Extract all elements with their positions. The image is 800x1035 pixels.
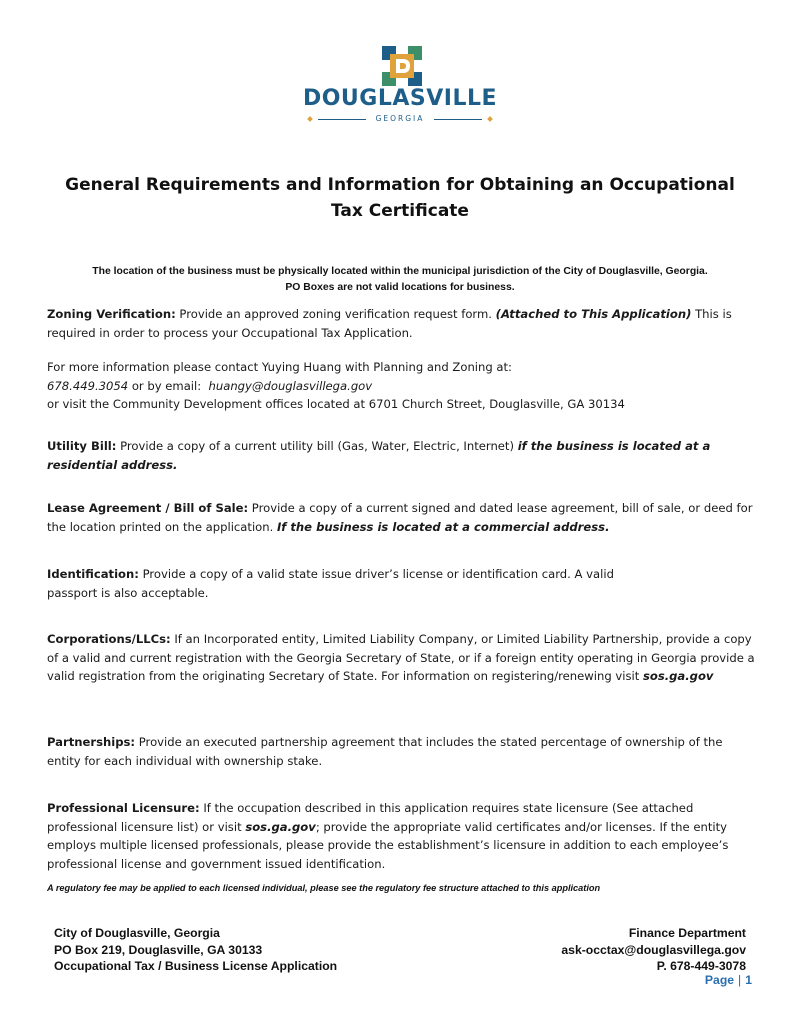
page-number-value: 1	[745, 973, 752, 987]
identification-text-1: Provide a copy of a valid state issue driver’s license or identification card. A valid	[138, 567, 614, 581]
page-label: Page	[704, 973, 735, 987]
footer-application-name: Occupational Tax / Business License Application	[54, 959, 338, 973]
logo-subtitle	[300, 114, 500, 126]
footer-city: City of Douglasville, Georgia	[54, 926, 220, 940]
identification-line-2: passport is also acceptable.	[47, 585, 209, 600]
licensure-text-2: ; provide the appropriate valid certificates and/or licenses. If the entity employs multiple licensed professionals, please provide the establishment’s licensure in addition to each employee’s professional license and government issued identification.	[47, 819, 729, 872]
lease-agreement-section	[47, 499, 757, 536]
identification-label: Identification:	[47, 567, 139, 581]
planning-contact-section	[47, 358, 757, 414]
lease-commercial-note: If the business is located at a commercial address.	[276, 519, 610, 534]
page-separator: |	[738, 973, 742, 987]
page-title	[40, 172, 760, 224]
identification-section	[47, 565, 757, 602]
location-notice	[40, 264, 760, 296]
logo-rule	[434, 119, 482, 120]
zoning-text-1: Provide an approved zoning verification request form.	[175, 307, 496, 321]
contact-line-1: For more information please contact Yuying Huang with Planning and Zoning at:	[47, 360, 512, 374]
contact-line-3: or visit the Community Development offices located at 6701 Church Street, Douglasville, GA 30134	[47, 397, 625, 412]
partnerships-section	[47, 733, 757, 770]
contact-line-2	[47, 377, 757, 396]
city-logo	[300, 44, 500, 126]
contact-email-link[interactable]: huangy@douglasvillega.gov	[208, 378, 373, 393]
corporations-text: If an Incorporated entity, Limited Liability Company, or Limited Liability Partnership, provide a copy of a valid and current registration with the Georgia Secretary of State, or if a foreign entity operating in Georgia provide a valid registration from the originating Secretary of State. For information on registering/renewing visit	[47, 632, 755, 684]
title-line-2: Tax Certificate	[331, 201, 469, 221]
footer-address-block	[54, 925, 414, 975]
utility-label: Utility Bill:	[47, 439, 117, 453]
licensure-sos-link[interactable]: sos.ga.gov	[245, 819, 316, 834]
licensure-text-1: If the occupation described in this application requires state licensure (See attached professional licensure list) or visit	[47, 801, 694, 834]
zoning-label: Zoning Verification:	[47, 307, 176, 321]
notice-line-2: PO Boxes are not valid locations for business.	[285, 282, 515, 293]
zoning-attached-note: (Attached to This Application)	[495, 307, 692, 321]
footer-phone: P. 678-449-3078	[656, 959, 746, 973]
utility-bill-section	[47, 437, 757, 474]
identification-line-1	[47, 565, 757, 584]
page-number	[705, 973, 752, 987]
utility-residential-note: if the business is located at a residential address.	[47, 439, 711, 472]
zoning-text-2: This is required in order to process your Occupational Tax Application.	[47, 307, 732, 340]
corporations-section	[47, 630, 757, 686]
corporations-sos-link[interactable]: sos.ga.gov	[642, 669, 714, 684]
logo-wordmark: DOUGLASVILLE	[302, 86, 498, 111]
footer-email-link[interactable]: ask-occtax@douglasvillega.gov	[561, 942, 746, 957]
zoning-verification-section	[47, 305, 757, 342]
professional-licensure-section	[47, 799, 757, 874]
footer-po-box: PO Box 219, Douglasville, GA 30133	[54, 942, 263, 957]
partnerships-text: Provide an executed partnership agreement that includes the stated percentage of ownership of the entity for each individual with ownership stake.	[47, 735, 723, 768]
contact-or-email: or by email:	[128, 378, 209, 393]
footer-contact-block	[446, 925, 746, 975]
lease-label: Lease Agreement / Bill of Sale:	[47, 501, 249, 515]
lease-text: Provide a copy of a current signed and dated lease agreement, bill of sale, or deed for the location printed on the application.	[47, 501, 753, 534]
corporations-label: Corporations/LLCs:	[47, 632, 171, 646]
notice-line-1: The location of the business must be physically located within the municipal jurisdiction of the City of Douglasville, Georgia.	[92, 266, 708, 277]
licensure-label: Professional Licensure:	[47, 801, 200, 815]
logo-subtitle-text: GEORGIA	[375, 114, 425, 123]
utility-text: Provide a copy of a current utility bill (Gas, Water, Electric, Internet)	[116, 439, 518, 453]
douglasville-logo-icon	[382, 46, 422, 86]
title-line-1: General Requirements and Information for Obtaining an Occupational	[65, 175, 735, 195]
partnerships-label: Partnerships:	[47, 735, 136, 749]
contact-phone: 678.449.3054	[47, 378, 129, 393]
footer-department: Finance Department	[628, 926, 746, 940]
regulatory-fee-footnote: A regulatory fee may be applied to each licensed individual, please see the regulatory fee structure attached to this application	[47, 883, 601, 893]
